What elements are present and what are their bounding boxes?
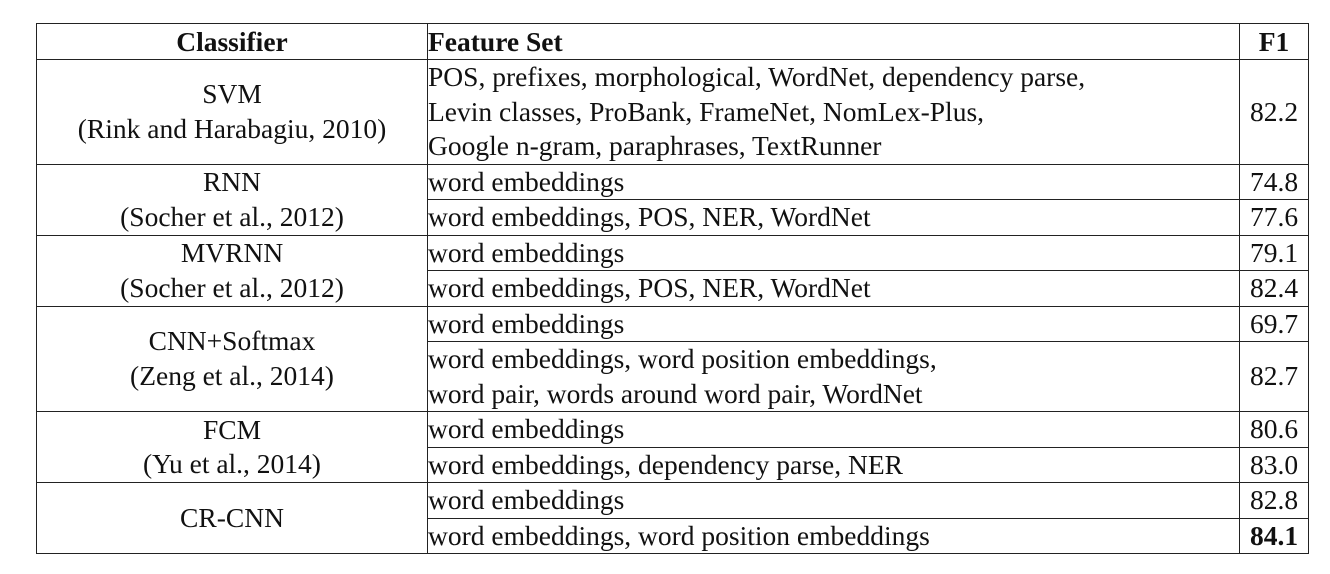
feature-set-line: word embeddings, word position embeddings, xyxy=(428,343,937,374)
f1-score: 82.2 xyxy=(1240,60,1309,165)
f1-score: 82.7 xyxy=(1240,342,1309,412)
feature-set-cell xyxy=(428,235,1240,271)
classifier-cell xyxy=(37,412,428,483)
classifier-name: FCM xyxy=(202,413,262,445)
feature-set-cell xyxy=(428,306,1240,342)
f1-score: 77.6 xyxy=(1240,200,1309,236)
table-row xyxy=(37,412,1309,448)
classifier-cell xyxy=(37,235,428,306)
classifier-citation: (Socher et al., 2012) xyxy=(120,200,344,232)
header-f1: F1 xyxy=(1240,24,1309,60)
classifier-cell xyxy=(37,306,428,412)
feature-set-line: POS, prefixes, morphological, WordNet, dependency parse, xyxy=(428,61,1086,92)
classifier-name: CNN+Softmax xyxy=(148,325,316,357)
f1-score: 69.7 xyxy=(1240,306,1309,342)
feature-set-line: word embeddings xyxy=(428,307,625,339)
feature-set-line: word embeddings xyxy=(428,165,625,197)
feature-set-line: Google n-gram, paraphrases, TextRunner xyxy=(428,130,882,161)
header-feature-set: Feature Set xyxy=(428,24,1240,60)
f1-score: 80.6 xyxy=(1240,412,1309,448)
f1-score: 82.8 xyxy=(1240,483,1309,519)
f1-score: 82.4 xyxy=(1240,271,1309,307)
feature-set-cell xyxy=(428,412,1240,448)
feature-set-line: word embeddings, word position embeddings xyxy=(428,519,930,551)
table-row xyxy=(37,60,1309,165)
feature-set-line: word embeddings, POS, NER, WordNet xyxy=(428,272,871,303)
table-header xyxy=(37,24,1309,60)
feature-set-line: word embeddings xyxy=(428,413,625,444)
f1-score: 83.0 xyxy=(1240,447,1309,483)
feature-set-cell xyxy=(428,60,1240,165)
table-row xyxy=(37,235,1309,271)
results-table xyxy=(36,23,1309,554)
feature-set-cell xyxy=(428,447,1240,483)
classifier-name: SVM xyxy=(202,78,262,110)
table-body xyxy=(37,60,1309,554)
classifier-cell xyxy=(37,483,428,554)
feature-set-line: Levin classes, ProBank, FrameNet, NomLex-Plus, xyxy=(428,95,985,127)
table-row xyxy=(37,306,1309,342)
classifier-name: CR-CNN xyxy=(180,501,284,533)
feature-set-line: word pair, words around word pair, WordNet xyxy=(428,377,923,409)
feature-set-cell xyxy=(428,518,1240,554)
classifier-cell xyxy=(37,164,428,235)
feature-set-cell xyxy=(428,483,1240,519)
classifier-citation: (Rink and Harabagiu, 2010) xyxy=(77,112,387,144)
table-row xyxy=(37,483,1309,519)
f1-score-best: 84.1 xyxy=(1240,518,1309,554)
feature-set-line: word embeddings, dependency parse, NER xyxy=(428,448,904,480)
classifier-cell xyxy=(37,60,428,165)
header-classifier: Classifier xyxy=(37,24,428,60)
feature-set-cell xyxy=(428,200,1240,236)
feature-set-cell xyxy=(428,164,1240,200)
classifier-citation: (Socher et al., 2012) xyxy=(120,271,344,303)
header-row xyxy=(37,24,1309,60)
classifier-name: RNN xyxy=(202,166,262,197)
feature-set-cell xyxy=(428,342,1240,412)
f1-score: 74.8 xyxy=(1240,164,1309,200)
f1-score: 79.1 xyxy=(1240,235,1309,271)
classifier-name: MVRNN xyxy=(180,237,284,268)
feature-set-line: word embeddings xyxy=(428,236,625,268)
feature-set-cell xyxy=(428,271,1240,307)
feature-set-line: word embeddings xyxy=(428,484,625,515)
table-row xyxy=(37,164,1309,200)
classifier-citation: (Yu et al., 2014) xyxy=(143,448,321,479)
classifier-citation: (Zeng et al., 2014) xyxy=(130,359,334,391)
feature-set-line: word embeddings, POS, NER, WordNet xyxy=(428,201,871,232)
